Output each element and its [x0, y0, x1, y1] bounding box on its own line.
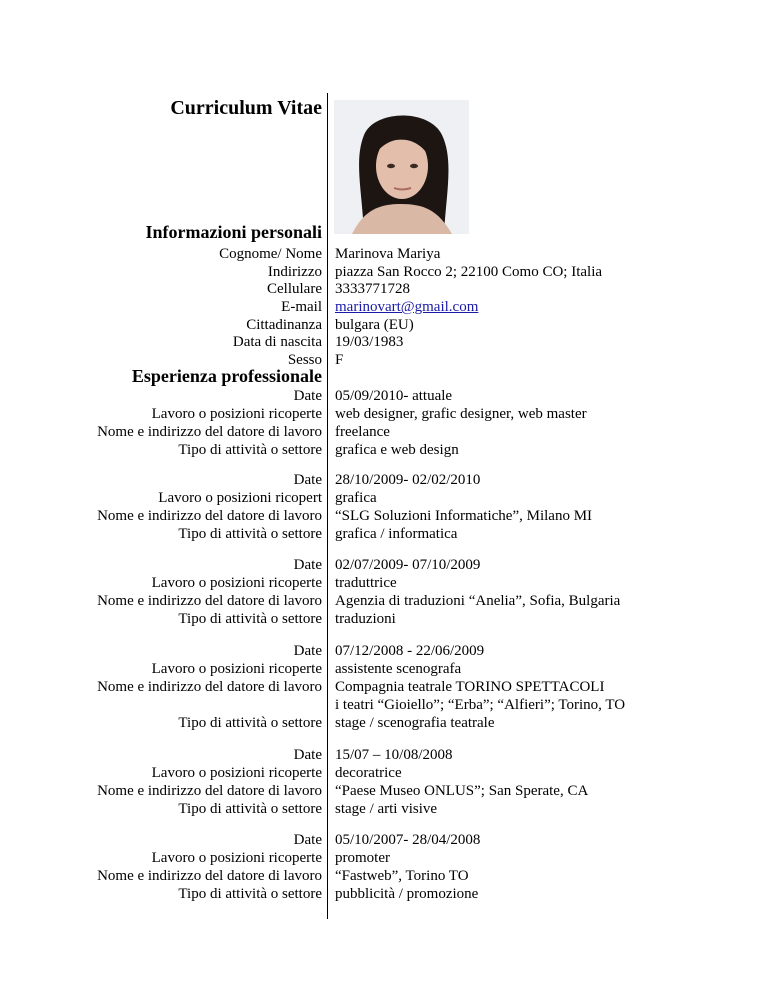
section-personal-info: Informazioni personali	[145, 222, 322, 242]
field-value: traduzioni	[335, 611, 396, 627]
field-value: Compagnia teatrale TORINO SPETTACOLI	[335, 679, 605, 695]
field-value: 05/09/2010- attuale	[335, 388, 453, 404]
field-value: “Paese Museo ONLUS”; San Sperate, CA	[335, 783, 589, 799]
field-value: assistente scenografa	[335, 661, 462, 677]
personal-field-row	[0, 263, 768, 281]
field-value: “Fastweb”, Torino TO	[335, 868, 469, 884]
field-label: Cellulare	[267, 281, 322, 297]
job-role-row	[0, 660, 768, 678]
field-value: pubblicità / promozione	[335, 886, 479, 902]
field-value: grafica / informatica	[335, 526, 458, 542]
field-label: Tipo di attività o settore	[178, 611, 322, 627]
field-label: Lavoro o posizioni ricoperte	[151, 406, 322, 422]
personal-field-row	[0, 280, 768, 298]
job-sector-row	[0, 441, 768, 459]
field-label: Lavoro o posizioni ricoperte	[151, 661, 322, 677]
field-value: Marinova Mariya	[335, 246, 441, 262]
job-sector-row	[0, 714, 768, 732]
job-employer-row	[0, 507, 768, 525]
job-role-row	[0, 764, 768, 782]
field-label: Nome e indirizzo del datore di lavoro	[97, 508, 322, 524]
field-value: 28/10/2009- 02/02/2010	[335, 472, 481, 488]
job-date-row	[0, 471, 768, 489]
section-work-experience: Esperienza professionale	[131, 366, 322, 386]
personal-field-row	[0, 333, 768, 351]
field-label: Date	[293, 747, 322, 763]
job-employer-row-continued	[0, 696, 768, 714]
field-label: Data di nascita	[232, 334, 322, 350]
field-value: piazza San Rocco 2; 22100 Como CO; Italia	[335, 264, 603, 280]
job-role-row	[0, 574, 768, 592]
job-sector-row	[0, 525, 768, 543]
field-label: Tipo di attività o settore	[178, 801, 322, 817]
job-role-row	[0, 489, 768, 507]
field-label: Indirizzo	[267, 264, 322, 280]
field-label: Nome e indirizzo del datore di lavoro	[97, 424, 322, 440]
field-label: Tipo di attività o settore	[178, 442, 322, 458]
field-value: stage / arti visive	[335, 801, 438, 817]
field-value: F	[335, 352, 344, 368]
field-value: 02/07/2009- 07/10/2009	[335, 557, 481, 573]
field-label: Lavoro o posizioni ricoperte	[151, 765, 322, 781]
job-employer-row	[0, 782, 768, 800]
field-value: grafica	[335, 490, 377, 506]
field-label: Date	[293, 472, 322, 488]
job-employer-row	[0, 592, 768, 610]
document-title: Curriculum Vitae	[170, 97, 322, 119]
field-label: Date	[293, 832, 322, 848]
field-value: 15/07 – 10/08/2008	[335, 747, 453, 763]
field-value: Agenzia di traduzioni “Anelia”, Sofia, Bulgaria	[335, 593, 621, 609]
field-label: Nome e indirizzo del datore di lavoro	[97, 593, 322, 609]
field-label: Tipo di attività o settore	[178, 526, 322, 542]
job-role-row	[0, 405, 768, 423]
personal-field-row	[0, 351, 768, 369]
field-label: Nome e indirizzo del datore di lavoro	[97, 783, 322, 799]
personal-field-row	[0, 298, 768, 316]
field-label: Date	[293, 557, 322, 573]
field-value: 19/03/1983	[335, 334, 404, 350]
job-sector-row	[0, 885, 768, 903]
job-date-row	[0, 831, 768, 849]
field-value: 3333771728	[335, 281, 410, 297]
field-label: Cittadinanza	[246, 317, 322, 333]
field-value: 05/10/2007- 28/04/2008	[335, 832, 481, 848]
field-label: Lavoro o posizioni ricoperte	[151, 850, 322, 866]
personal-field-row	[0, 245, 768, 263]
field-value: stage / scenografia teatrale	[335, 715, 495, 731]
field-value: bulgara (EU)	[335, 317, 414, 333]
field-label: Tipo di attività o settore	[178, 886, 322, 902]
job-date-row	[0, 556, 768, 574]
job-employer-row	[0, 423, 768, 441]
field-value: grafica e web design	[335, 442, 459, 458]
field-label: Lavoro o posizioni ricoperte	[151, 575, 322, 591]
field-value: decoratrice	[335, 765, 402, 781]
field-value: freelance	[335, 424, 390, 440]
field-value: traduttrice	[335, 575, 397, 591]
job-sector-row	[0, 610, 768, 628]
field-label: Tipo di attività o settore	[178, 715, 322, 731]
field-label: Date	[293, 643, 322, 659]
job-role-row	[0, 849, 768, 867]
field-label: Cognome/ Nome	[219, 246, 322, 262]
job-employer-row	[0, 867, 768, 885]
field-label: Nome e indirizzo del datore di lavoro	[97, 868, 322, 884]
job-date-row	[0, 642, 768, 660]
field-value: web designer, grafic designer, web master	[335, 406, 587, 422]
field-value: promoter	[335, 850, 390, 866]
email-link[interactable]: marinovart@gmail.com	[335, 299, 479, 315]
job-date-row	[0, 387, 768, 405]
field-label: Sesso	[287, 352, 322, 368]
field-label: Lavoro o posizioni ricopert	[158, 490, 322, 506]
field-label: E-mail	[281, 299, 322, 315]
personal-field-row	[0, 316, 768, 334]
field-value: 07/12/2008 - 22/06/2009	[335, 643, 485, 659]
job-date-row	[0, 746, 768, 764]
job-employer-row	[0, 678, 768, 696]
field-label: Date	[293, 388, 322, 404]
field-label: Nome e indirizzo del datore di lavoro	[97, 679, 322, 695]
profile-photo	[334, 100, 469, 234]
field-value: “SLG Soluzioni Informatiche”, Milano MI	[335, 508, 593, 524]
field-value: i teatri “Gioiello”; “Erba”; “Alfieri”; Torino, TO	[335, 697, 626, 713]
job-sector-row	[0, 800, 768, 818]
